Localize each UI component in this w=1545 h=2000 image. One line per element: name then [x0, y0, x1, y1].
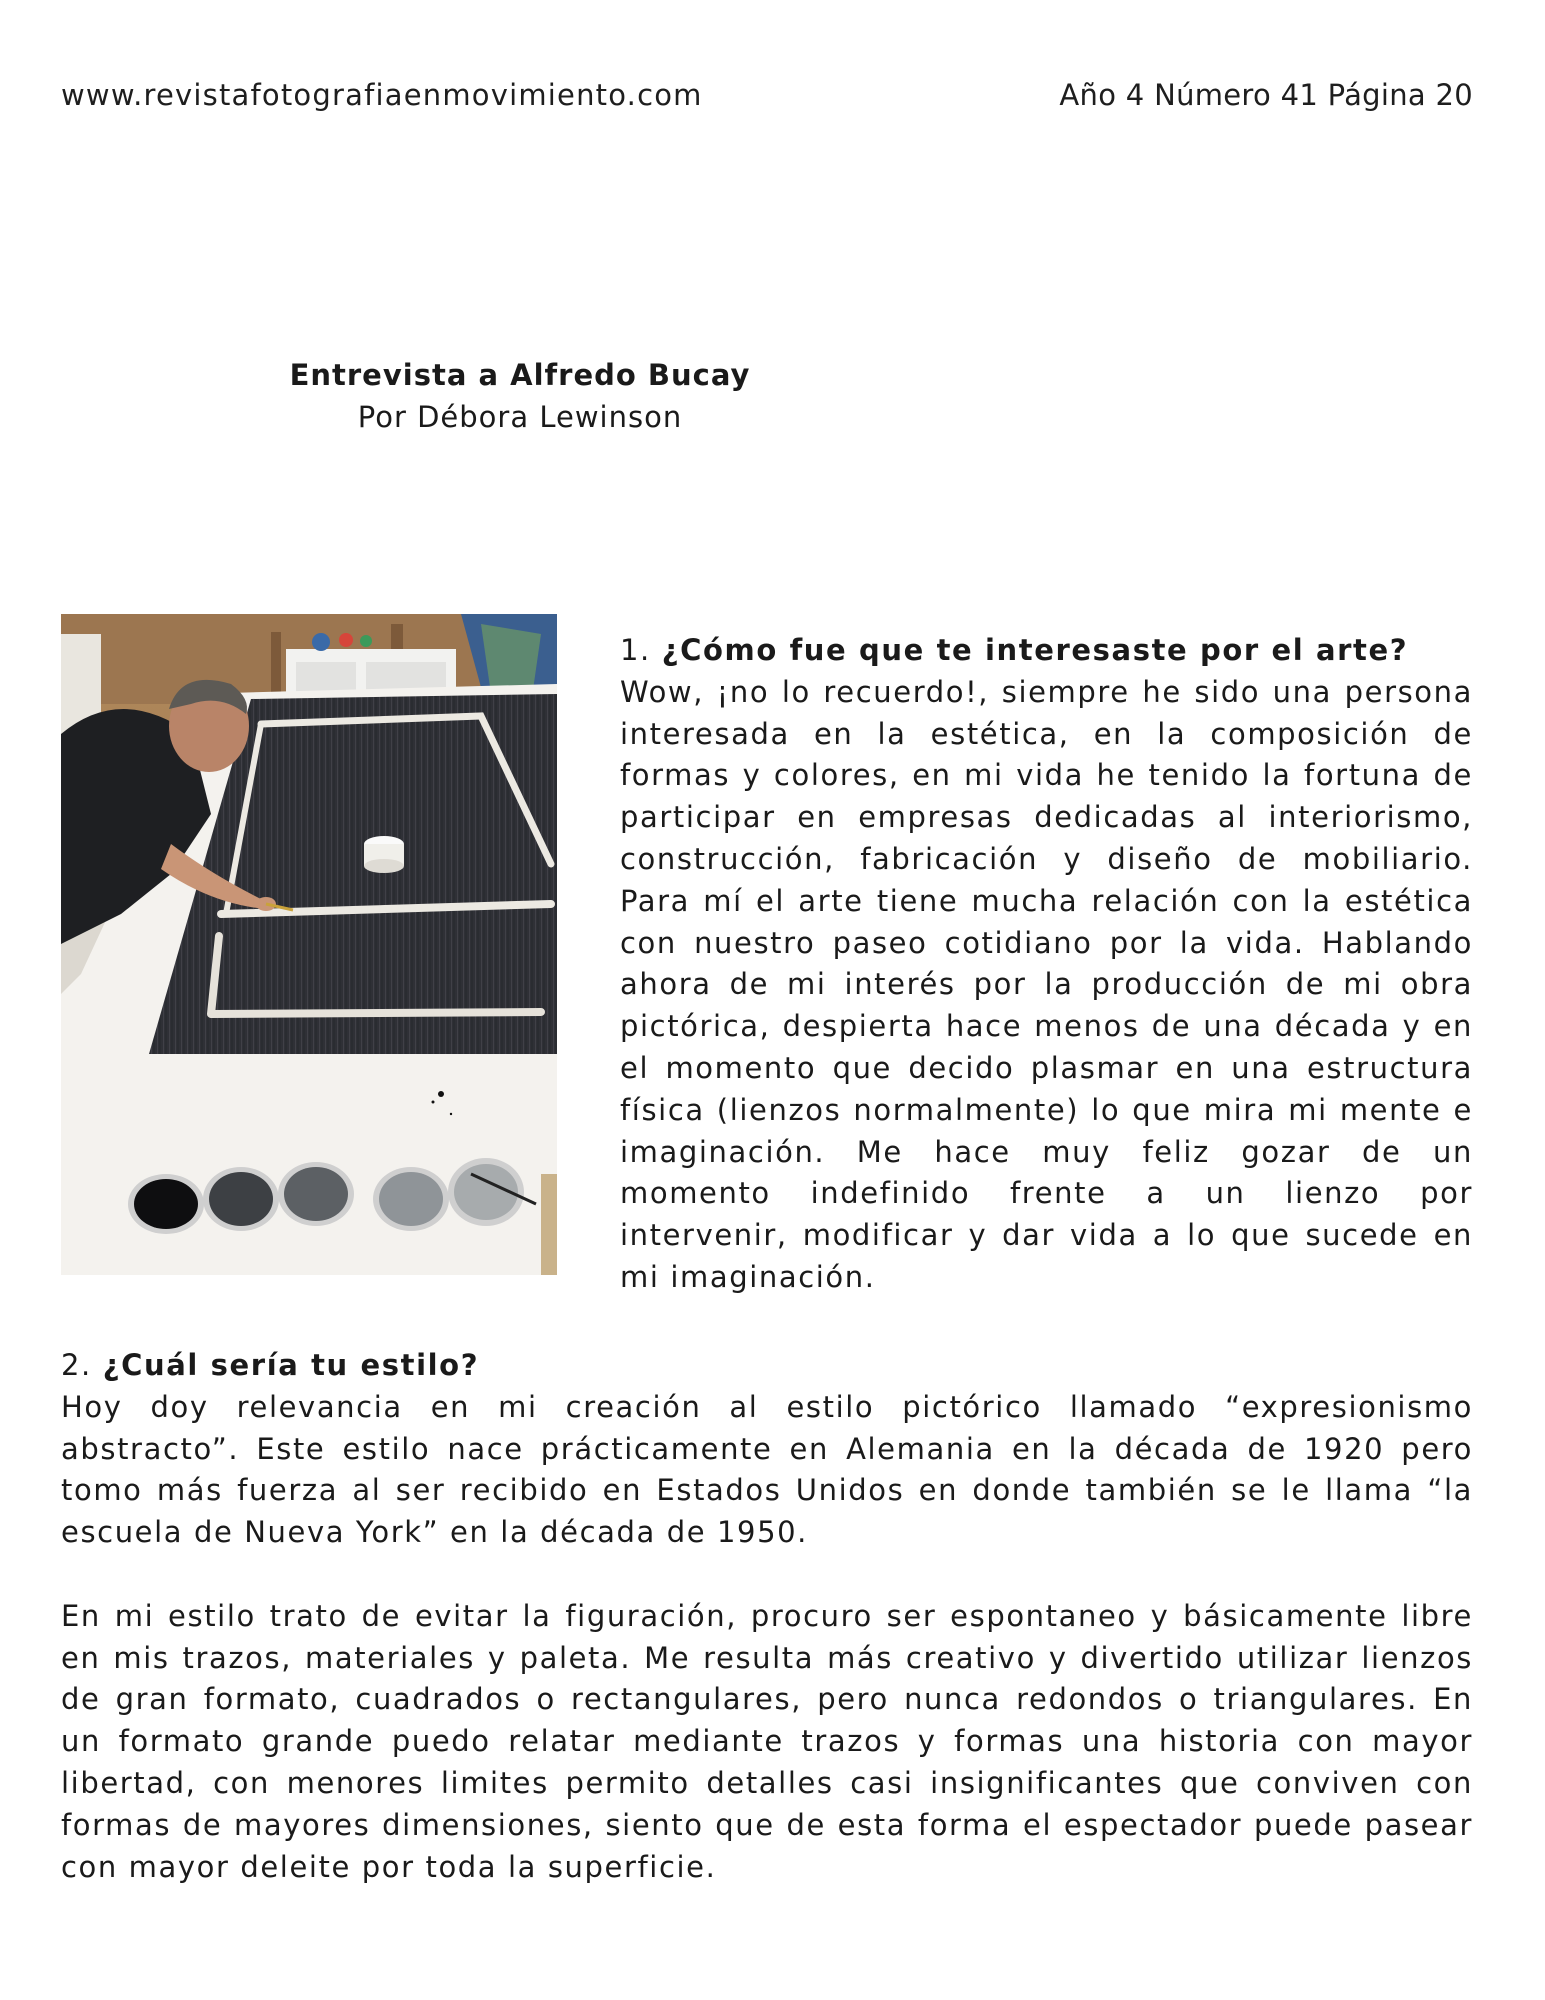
question-2-heading: [61, 1345, 1473, 1387]
article-title: Entrevista a Alfredo Bucay: [289, 358, 751, 392]
artist-photo: [61, 614, 557, 1275]
question-2-number: 2.: [61, 1348, 92, 1382]
question-2-text: ¿Cuál sería tu estilo?: [102, 1348, 480, 1382]
interview-question-1: [620, 630, 1473, 1299]
question-1-text: ¿Cómo fue que te interesaste por el arte?: [661, 633, 1409, 667]
website-url: www.revistafotografiaenmovimiento.com: [61, 78, 703, 112]
question-1-number: 1.: [620, 633, 651, 667]
answer-1-paragraph-1: Wow, ¡no lo recuerdo!, siempre he sido una persona interesada en la estética, en la composición de formas y colores, en mi vida he tenido la fortuna de participar en empresas dedicadas al interiorismo, construcción, fabricación y diseño de mobiliario. Para mí el arte tiene mucha relación con la estética con nuestro paseo cotidiano por la vida. Hablando ahora de mi interés por la producción de mi obra pictórica, despierta hace menos de una década y en el momento que decido plasmar en una estructura física (lienzos normalmente) lo que mira mi mente e imaginación. Me hace muy feliz gozar de un momento indefinido frente a un lienzo por intervenir, modificar y dar vida a lo que sucede en mi imaginación.: [620, 674, 1473, 1294]
answer-2-paragraph-1: Hoy doy relevancia en mi creación al estilo pictórico llamado “expresionismo abstracto”. Este estilo nace prácticamente en Alemania en la década de 1920 pero tomo más fuerza al ser recibido en Estados Unidos en donde también se le llama “la escuela de Nueva York” en la década de 1950.: [61, 1389, 1473, 1550]
interview-question-2: [61, 1345, 1473, 1888]
issue-page-info: Año 4 Número 41 Página 20: [1059, 78, 1473, 112]
answer-2-paragraph-2: En mi estilo trato de evitar la figuración, procuro ser espontaneo y básicamente libre en mis trazos, materiales y paleta. Me resulta más creativo y divertido utilizar lienzos de gran formato, cuadrados o rectangulares, pero nunca redondos o triangulares. En un formato grande puedo relatar mediante trazos y formas una historia con mayor libertad, con menores limites permito detalles casi insignificantes que conviven con formas de mayores dimensiones, siento que de esta forma el espectador puede pasear con mayor deleite por toda la superficie.: [61, 1598, 1473, 1884]
article-author: Por Débora Lewinson: [357, 400, 683, 434]
artist-photo-illustration: [61, 614, 557, 1275]
question-1-heading: [620, 630, 1473, 672]
